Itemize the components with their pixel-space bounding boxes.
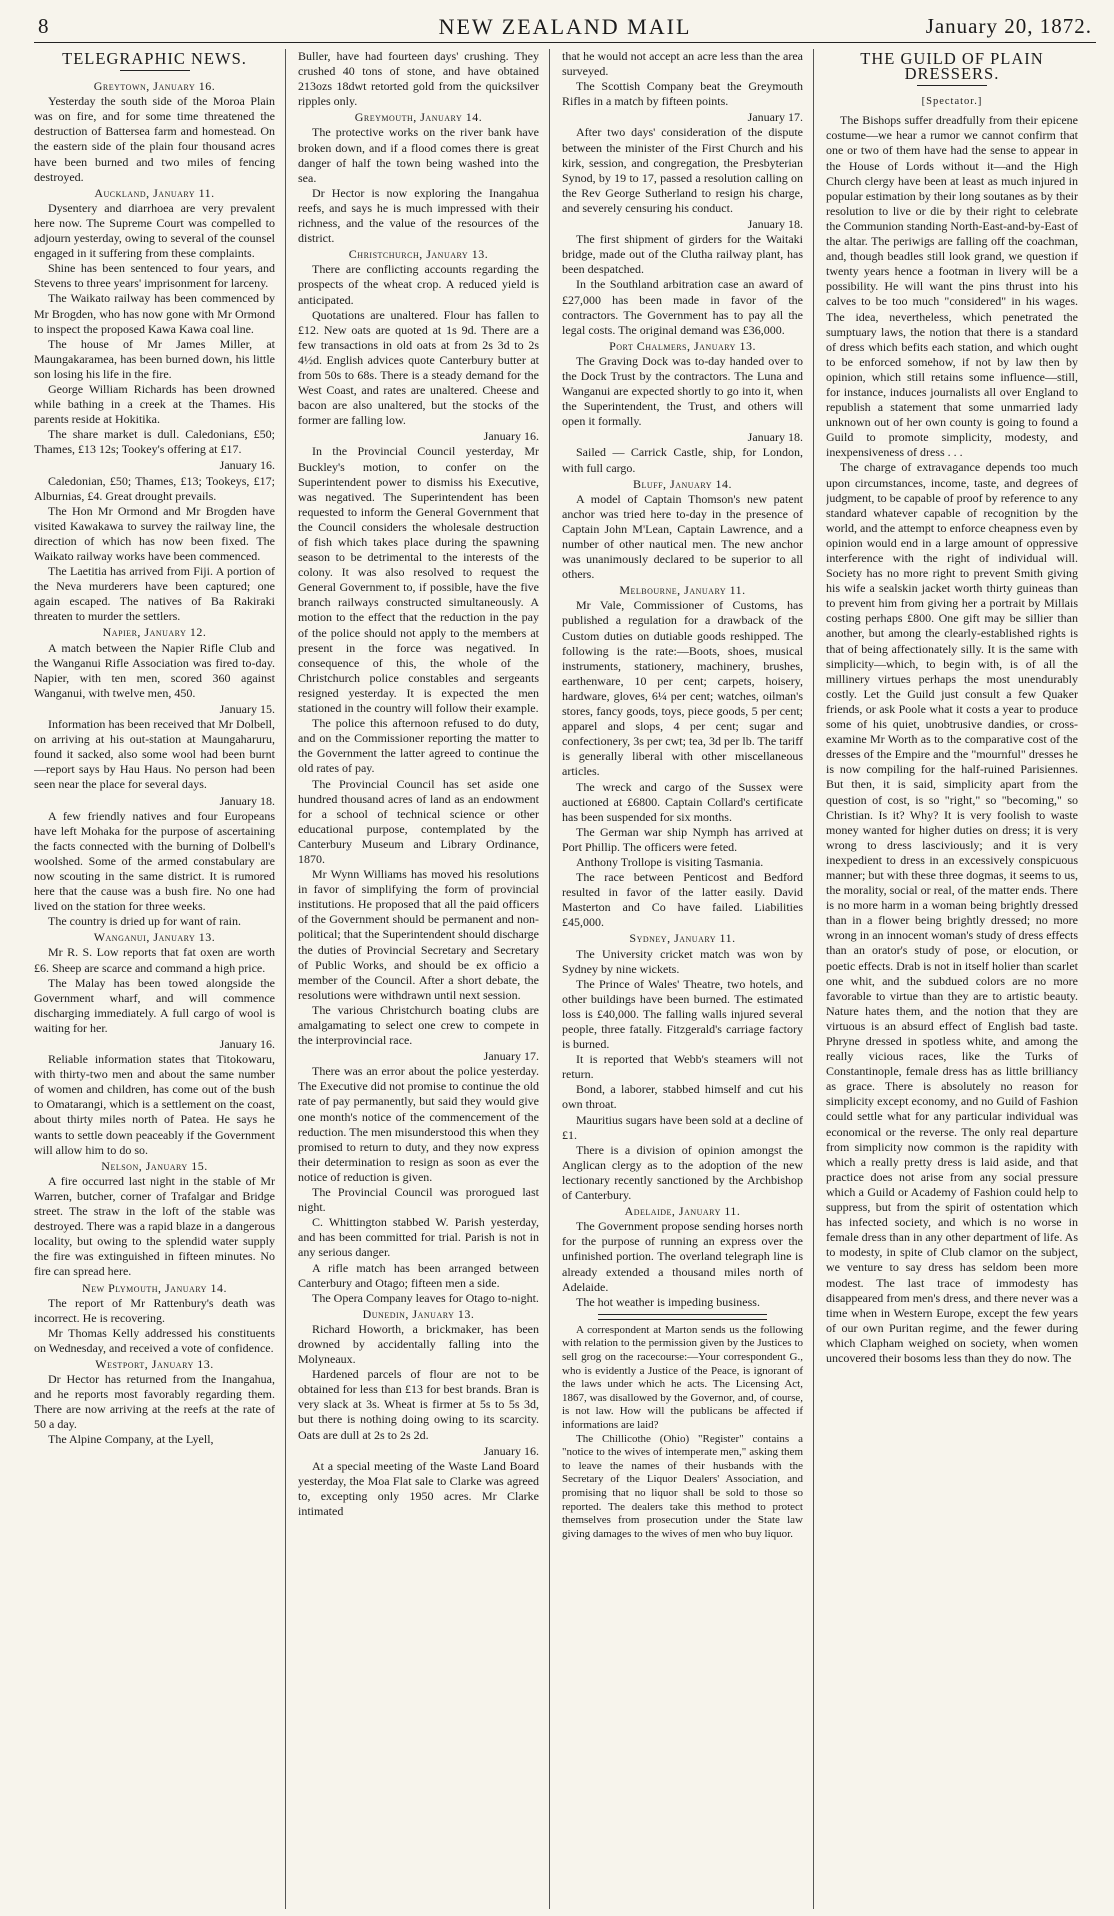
news-paragraph: A match between the Napier Rifle Club and the Wanganui Rifle Association was fired to-day. Napier, with ten men, scored 360 against Wanganui, with twelve men, 450. <box>34 640 275 700</box>
columns <box>34 49 1096 1909</box>
news-paragraph: The Graving Dock was to-day handed over to the Dock Trust by the contractors. The Luna and Wanganui are expected shortly to go into it, when the Superintendent, the Trust, and others will open it formally. <box>562 353 803 429</box>
continued-paragraph: that he would not accept an acre less than the area surveyed. <box>562 49 803 79</box>
news-paragraph: The house of Mr James Miller, at Maungakaramea, has been burned down, his little son losing his life in the fire. <box>34 336 275 381</box>
dateline-date: January 15. <box>219 701 275 716</box>
section-divider <box>598 1314 767 1320</box>
news-paragraph: Anthony Trollope is visiting Tasmania. <box>576 854 764 869</box>
dateline-date: January 17. <box>483 1049 539 1064</box>
small-item: A correspondent at Marton sends us the following with relation to the permission given by the Justices to sell grog on the racecourse:—Your correspondent G., who is evidently a Justice of the Peace, is ignorant of the laws under which he acts. The Licensing Act, 1867, was disallowed by the Governor, and, of course, is not law. How will the publicans be affected if informations are laid? <box>562 1323 803 1431</box>
news-paragraph: The wreck and cargo of the Sussex were auctioned at £6800. Captain Collard's certificate has been suspended for six months. <box>562 779 803 824</box>
news-paragraph: There are conflicting accounts regarding the prospects of the wheat crop. A reduced yield is anticipated. <box>298 262 539 307</box>
news-paragraph: In the Southland arbitration case an award of £27,000 has been made in favor of the contractors. The Government has to pay all the legal costs. The original demand was £36,000. <box>562 277 803 337</box>
news-paragraph: Dysentery and diarrhoea are very prevalent here now. The Supreme Court was compelled to adjourn yesterday, owing to several of the counsel engaged in it suffering from these complaints. <box>34 200 275 261</box>
news-paragraph: George William Richards has been drowned while bathing in a creek at the Thames. His parents reside at Hokitika. <box>34 381 275 427</box>
dateline: Sydney, January 11. <box>629 931 736 946</box>
dateline: Napier, January 12. <box>102 625 207 640</box>
news-paragraph: Richard Howorth, a brickmaker, has been drowned by accidentally falling into the Molyneaux. <box>298 1321 539 1367</box>
page-number: 8 <box>38 14 49 38</box>
news-paragraph: Mr Vale, Commissioner of Customs, has published a regulation for a drawback of the Custom duties on dutiable goods reshipped. The following is the rate:—Boots, shoes, musical instruments, stationery, machinery, brushes, earthenware, 10 per cent; carpets, hoisery, hardware, gloves, 6¼ per cent; watches, oilman's stores, fancy goods, toys, piece goods, 5 per cent; apparel and slops, 4 per cent; sugar and confectionery, 3s per cwt; tea, 3d per lb. The tariff is generally liberal with other miscellaneous articles. <box>562 598 803 779</box>
news-paragraph: The Government propose sending horses north for the purpose of running an express over the unfinished portion. The overland telegraph line is already extended a thousand miles north of Adelaide. <box>562 1219 803 1294</box>
news-paragraph: Caledonian, £50; Thames, £13; Tookeys, £17; Alburnias, £4. Great drought prevails. <box>34 473 275 503</box>
news-paragraph: The report of Mr Rattenbury's death was incorrect. He is recovering. <box>34 1295 275 1325</box>
news-paragraph: The various Christchurch boating clubs are amalgamating to select one crew to compete in the interprovincial race. <box>298 1002 539 1048</box>
news-paragraph: A fire occurred last night in the stable of Mr Warren, butcher, corner of Trafalgar and Bridge street. The straw in the loft of the stable was destroyed. There was a rapid blaze in a dangerous locality, but owing to the splendid water supply the fire was extinguished in fifteen minutes. No fire can spread here. <box>34 1173 275 1279</box>
news-paragraph: Quotations are unaltered. Flour has fallen to £12. New oats are quoted at 1s 9d. There are a few transactions in old oats at from 2s 3d to 2s 4½d. English advices quote Canterbury butter at from 50s to 68s. There is a steady demand for the West Coast, and rates are unaltered. Cheese and bacon are also unaltered, but the stocks of the former are falling low. <box>298 307 539 428</box>
news-paragraph: Dr Hector is now exploring the Inangahua reefs, and says he is much impressed with their richness, and the value of the resources of the district. <box>298 185 539 246</box>
continued-paragraph: Buller, have had fourteen days' crushing. They crushed 40 tons of stone, and have obtained 213ozs 18dwt retorted gold from the quicksilver ripples only. <box>298 49 539 109</box>
news-paragraph: At a special meeting of the Waste Land Board yesterday, the Moa Flat sale to Clarke was agreed to, excepting only 1950 acres. Mr Clarke intimated <box>298 1458 539 1518</box>
dateline: Adelaide, January 11. <box>624 1204 741 1219</box>
news-paragraph: In the Provincial Council yesterday, Mr Buckley's motion, to confer on the Superintendent power to dismiss his Executive, was negatived. The Superintendent has been requested to inform the General Government that the Council considers the wholesale destruction of fish which takes place during the spawning season to be detrimental to the interests of the colony. It was also resolved to request the General Government to, if possible, have the five branch railways constructed simultaneously. A motion to the effect that the reduction in the pay of the police should not apply to the members at present in the force was negatived. In consequence of this, the whole of the Christchurch police constables and sergeants resigned yesterday. It is expected the men stationed in the country will follow their example. <box>298 444 539 716</box>
heading-rule <box>917 85 987 86</box>
news-paragraph: A few friendly natives and four Europeans have left Mohaka for the purpose of ascertaining the facts connected with the burning of Dolbell's woolshed. Some of the armed constabulary are now scouting in the same district. It is rumored here that the cause was a bush fire. No one had lived on the station for three weeks. <box>34 808 275 914</box>
news-paragraph: The Prince of Wales' Theatre, two hotels, and other buildings have been burned. The estimated loss is £40,000. The falling walls injured several people, three fatally. Fitzgerald's carriage factory is burned. <box>562 976 803 1052</box>
news-paragraph: Yesterday the south side of the Moroa Plain was on fire, and for some time threatened the destruction of Battersea farm and homestead. On the eastern side of the plain four thousand acres have been burned and two miles of fencing destroyed. <box>34 94 275 184</box>
heading-rule <box>120 70 190 71</box>
dateline: Melbourne, January 11. <box>619 583 746 598</box>
news-paragraph: Mr R. S. Low reports that fat oxen are worth £6. Sheep are scarce and command a high price. <box>34 945 275 975</box>
dateline: Westport, January 13. <box>95 1356 214 1371</box>
dateline: Wanganui, January 13. <box>93 930 216 945</box>
dateline-date: January 18. <box>219 793 275 808</box>
news-paragraph: The Provincial Council was prorogued last night. <box>298 1185 539 1215</box>
news-paragraph: The University cricket match was won by Sydney by nine wickets. <box>562 946 803 976</box>
news-paragraph: Shine has been sentenced to four years, and Stevens to three years' imprisonment for larceny. <box>34 261 275 291</box>
news-paragraph: The first shipment of girders for the Waitaki bridge, made out of the Clutha railway plant, has been despatched. <box>562 232 803 277</box>
news-paragraph: It is reported that Webb's steamers will not return. <box>562 1052 803 1082</box>
newspaper-title: NEW ZEALAND MAIL <box>438 14 692 39</box>
news-paragraph: The charge of extravagance depends too much upon circumstances, income, taste, and degrees of judgment, to be capable of proof by reference to any standard whatever capable of recognition by the world, and the attempt to enforce cheapness even by opinion would end in a large amount of oppressive interference with the right of individual will. Society has no more right to prevent Smith giving his wife a sealskin jacket worth thirty guineas than to prevent him from giving her a portrait by Millais costing perhaps £800. One gift may be sillier than another, but among the clearly-established rights is that of being affectionately silly. It is the same with simplicity—which, to begin with, is of all the millinery virtues perhaps the most unendurably costly. Let the Guild just consult a few Quaker friends, or ask Poole what it costs a year to produce some of his quiet, unobtrusive dandies, or cross-examine Mr Worth as to the comparative cost of the dresses of the Empire and the "mournful" dresses he is now compiling for the half-ruined Parisiennes. But then, it is said, simplicity apart from the question of cost, is so "right," so "becoming," so Christian. Is it? Why? It is very foolish to waste money wanted for higher duties on dress; it is very wrong to dress lasciviously; and it is very inexpedient to dress in an excessively conspicuous manner; but with these three dogmas, it seems to us, the morality, social or real, of the matter ends. There is no more harm in a woman being brightly dressed than in a flower being brightly dressed; no more wrong in an innocent woman's study of dress effects than an orator's study of pose, or elocution, or poetic effects. Drab is not in itself holier than scarlet one whit, and the subdued colors are no more favorable to virtue than they are to artistic beauty. Nature hates them, and the notion that they are virtuous is an absurd effect of English bad taste. Phryne dressed in spotless white, and among the really vicious races, like the Turks of Constantinople, female dress has as little brilliancy as grace. There is absolutely no reason for simplicity except economy, and no Guild of Fashion could settle what for any particular individual was economical or the reverse. The only real departure from simplicity now common is the rapidity with which a really pretty dress is laid aside, and that practice does not arise from any social pressure which a Guild or Academy of Fashion could help to suppress, but from the spirit of ostentation which has infected society, and which is no worse in female dress than in any other department of life. As to modesty, in spite of Club clamor on the subject, we venture to say dress has seldom been more modest. The last trace of immodesty has disappeared from men's dress, and there never was a time when in Western Europe, except the few years of our own Puritan regime, and the fewer during which Clapham weighed on society, when women uncovered their bosoms less than they do now. The <box>826 460 1078 1365</box>
dateline: Port Chalmers, January 13. <box>609 338 756 353</box>
dateline: Nelson, January 15. <box>101 1158 208 1173</box>
dateline-date: January 16. <box>483 1443 539 1458</box>
news-paragraph: The race between Penticost and Bedford resulted in favor of the latter easily. David Masterton and Co have failed. Liabilities £45,000. <box>562 870 803 930</box>
news-paragraph: The country is dried up for want of rain. <box>48 914 241 929</box>
masthead <box>34 8 1096 43</box>
dateline-date: January 16. <box>219 458 275 473</box>
news-paragraph: The Scottish Company beat the Greymouth Rifles in a match by fifteen points. <box>562 79 803 109</box>
news-paragraph: After two days' consideration of the dispute between the minister of the First Church and his kirk, session, and congregation, the Presbyterian Synod, by 19 to 17, passed a resolution calling on the Rev George Sutherland to resign his charge, and severely censuring his conduct. <box>562 125 803 215</box>
news-paragraph: There is a division of opinion amongst the Anglican clergy as to the adoption of the new lectionary recently sanctioned by the Archbishop of Canterbury. <box>562 1142 803 1203</box>
dateline: Dunedin, January 13. <box>362 1306 475 1321</box>
dateline-date: January 16. <box>483 429 539 444</box>
news-paragraph: The Provincial Council has set aside one hundred thousand acres of land as an endowment for a school of technical science or other educational purpose, contemplated by the Canterbury Museum and Library Ordinance, 1870. <box>298 776 539 866</box>
dateline-date: January 16. <box>219 1037 275 1051</box>
news-paragraph: The protective works on the river bank have broken down, and if a flood comes there is great danger of half the town being washed into the sea. <box>298 125 539 185</box>
news-paragraph: Bond, a laborer, stabbed himself and cut his own throat. <box>562 1082 803 1112</box>
news-paragraph: The Alpine Company, at the Lyell, <box>48 1432 214 1447</box>
news-paragraph: A rifle match has been arranged between Canterbury and Otago; fifteen men a side. <box>298 1260 539 1290</box>
news-paragraph: The hot weather is impeding business. <box>576 1294 760 1309</box>
section-heading: TELEGRAPHIC NEWS. <box>62 49 247 68</box>
dateline-date: January 18. <box>747 217 803 232</box>
news-paragraph: Dr Hector has returned from the Inangahua, and he reports most favorably regarding them. There are now arriving at the reefs at the rate of 50 a day. <box>34 1372 275 1432</box>
dateline: New Plymouth, January 14. <box>82 1280 227 1295</box>
news-paragraph: There was an error about the police yesterday. The Executive did not promise to continue the old rate of pay permanently, but said they would give one month's notice of the commencement of the reduction. The men misunderstood this when they promised to return to duty, and they now express their determination to resign as soon as ever the notice of reduction is given. <box>298 1064 539 1184</box>
column-telegraphic-news-cont <box>298 49 550 1909</box>
news-paragraph: The Laetitia has arrived from Fiji. A portion of the Neva murderers have been captured; one again escaped. The natives of Ba Rakiraki threaten to murder the settlers. <box>34 564 275 624</box>
issue-date: January 20, 1872. <box>925 14 1092 38</box>
news-paragraph: The Waikato railway has been commenced by Mr Brogden, who has now gone with Mr Ormond to inspect the proposed Kawa Kawa coal line. <box>34 291 275 336</box>
article-heading: THE GUILD OF PLAIN DRESSERS. <box>860 49 1044 84</box>
news-paragraph: Sailed — Carrick Castle, ship, for London, with full cargo. <box>562 445 803 475</box>
small-item: The Chillicothe (Ohio) "Register" contains a "notice to the wives of intemperate men," asking them to leave the names of their husbands with the Secretary of the Liquor Dealers' Association, and promising that no liquor shall be sold to those so reported. The dealers take this method to protect themselves from prosecution under the State law giving damages to the wives of men who buy liquor. <box>562 1432 803 1540</box>
column-telegraphic-news <box>34 49 286 1909</box>
news-paragraph: The police this afternoon refused to do duty, and on the Commissioner reporting the matter to the Government the latter agreed to continue the old rates of pay. <box>298 716 539 776</box>
article-source: [Spectator.] <box>921 96 983 108</box>
news-paragraph: The Hon Mr Ormond and Mr Brogden have visited Kawakawa to survey the railway line, the direction of which has now been fixed. The Waikato railway works have been commenced. <box>34 503 275 563</box>
news-paragraph: A model of Captain Thomson's new patent anchor was tried here to-day in the presence of Captain John M'Lean, Captain Lawrence, and a number of other nautical men. The new anchor was unanimously declared to be superior to all others. <box>562 491 803 582</box>
dateline: Auckland, January 11. <box>94 185 215 200</box>
column-telegraphic-news-end <box>562 49 814 1909</box>
column-guild-of-plain-dressers <box>826 49 1078 1909</box>
dateline-date: January 18. <box>747 430 803 445</box>
dateline: Bluff, January 14. <box>632 476 733 491</box>
dateline: Christchurch, January 13. <box>348 247 489 262</box>
news-paragraph: The Opera Company leaves for Otago to-night. <box>312 1290 539 1305</box>
news-paragraph: Reliable information states that Titokowaru, with thirty-two men and about the same number of women and children, has come out of the bush to Omatarangi, which is a settlement on the coast, about thirty miles north of Patea. He says he wants to settle down peaceably if the Government will allow him to do so. <box>34 1052 275 1157</box>
news-paragraph: The Bishops suffer dreadfully from their epicene costume—we hear a rumor we cannot confirm that one or two of them have had the sense to appear in the House of Lords without it—and the High Church clergy have been at least as much injured in popular estimation by their long soutanes as by their resolution to live or die by their right to celebrate the Communion standing North-East-and-by-East of the altar. The periwigs are falling off the coachman, and, though beadles still look grand, we question if twenty years hence a footman in livery will be a possibility. He will want the pins thrust into his calves to be too much "considered" in his wages. The idea, nevertheless, which penetrated the sumptuary laws, the notion that there is a standard of dress which befits each station, and which ought to be enforced somehow, if not by law then by opinion, which still retains some influence—still, for instance, induces journalists all over England to republish a statement that some unmarried lady unknown out of her own county is going to found a Guild to promote simplicity, modesty, and inexpensiveness of dress . . . <box>826 113 1078 460</box>
news-paragraph: Hardened parcels of flour are not to be obtained for less than £13 for best brands. Bran is very slack at 3s. Wheat is firmer at 5s to 5s 3d, but there is nothing doing owing to its scarcity. Oats are dull at 2s to 2s 2d. <box>298 1367 539 1442</box>
news-paragraph: Mr Thomas Kelly addressed his constituents on Wednesday, and received a vote of confidence. <box>34 1325 275 1355</box>
dateline-date: January 17. <box>747 110 803 125</box>
news-paragraph: The Malay has been towed alongside the Government wharf, and will commence discharging immediately. A full cargo of wool is waiting for her. <box>34 975 275 1035</box>
news-paragraph: Information has been received that Mr Dolbell, on arriving at his out-station at Maungaharuru, found it sacked, also some wool had been burnt —report says by Hau Haus. No person had been seen near the place for several days. <box>34 717 275 792</box>
news-paragraph: The German war ship Nymph has arrived at Port Phillip. The officers were feted. <box>562 824 803 854</box>
dateline: Greymouth, January 14. <box>354 110 483 125</box>
news-paragraph: The share market is dull. Caledonians, £50; Thames, £13 12s; Tookey's offering at £17. <box>34 427 275 457</box>
news-paragraph: C. Whittington stabbed W. Parish yesterday, and has been committed for trial. Parish is not in any serious danger. <box>298 1215 539 1260</box>
news-paragraph: Mauritius sugars have been sold at a decline of £1. <box>562 1112 803 1142</box>
news-paragraph: Mr Wynn Williams has moved his resolutions in favor of simplifying the form of provincial institutions. He proposed that all the paid officers of the Government should be permanent and non-political; that the Superintendent should discharge the duties of Provincial Secretary and Secretary of Public Works, and should be ex officio a member of the Council. After a short debate, the resolutions were withdrawn until next session. <box>298 867 539 1002</box>
dateline: Greytown, January 16. <box>93 79 216 94</box>
